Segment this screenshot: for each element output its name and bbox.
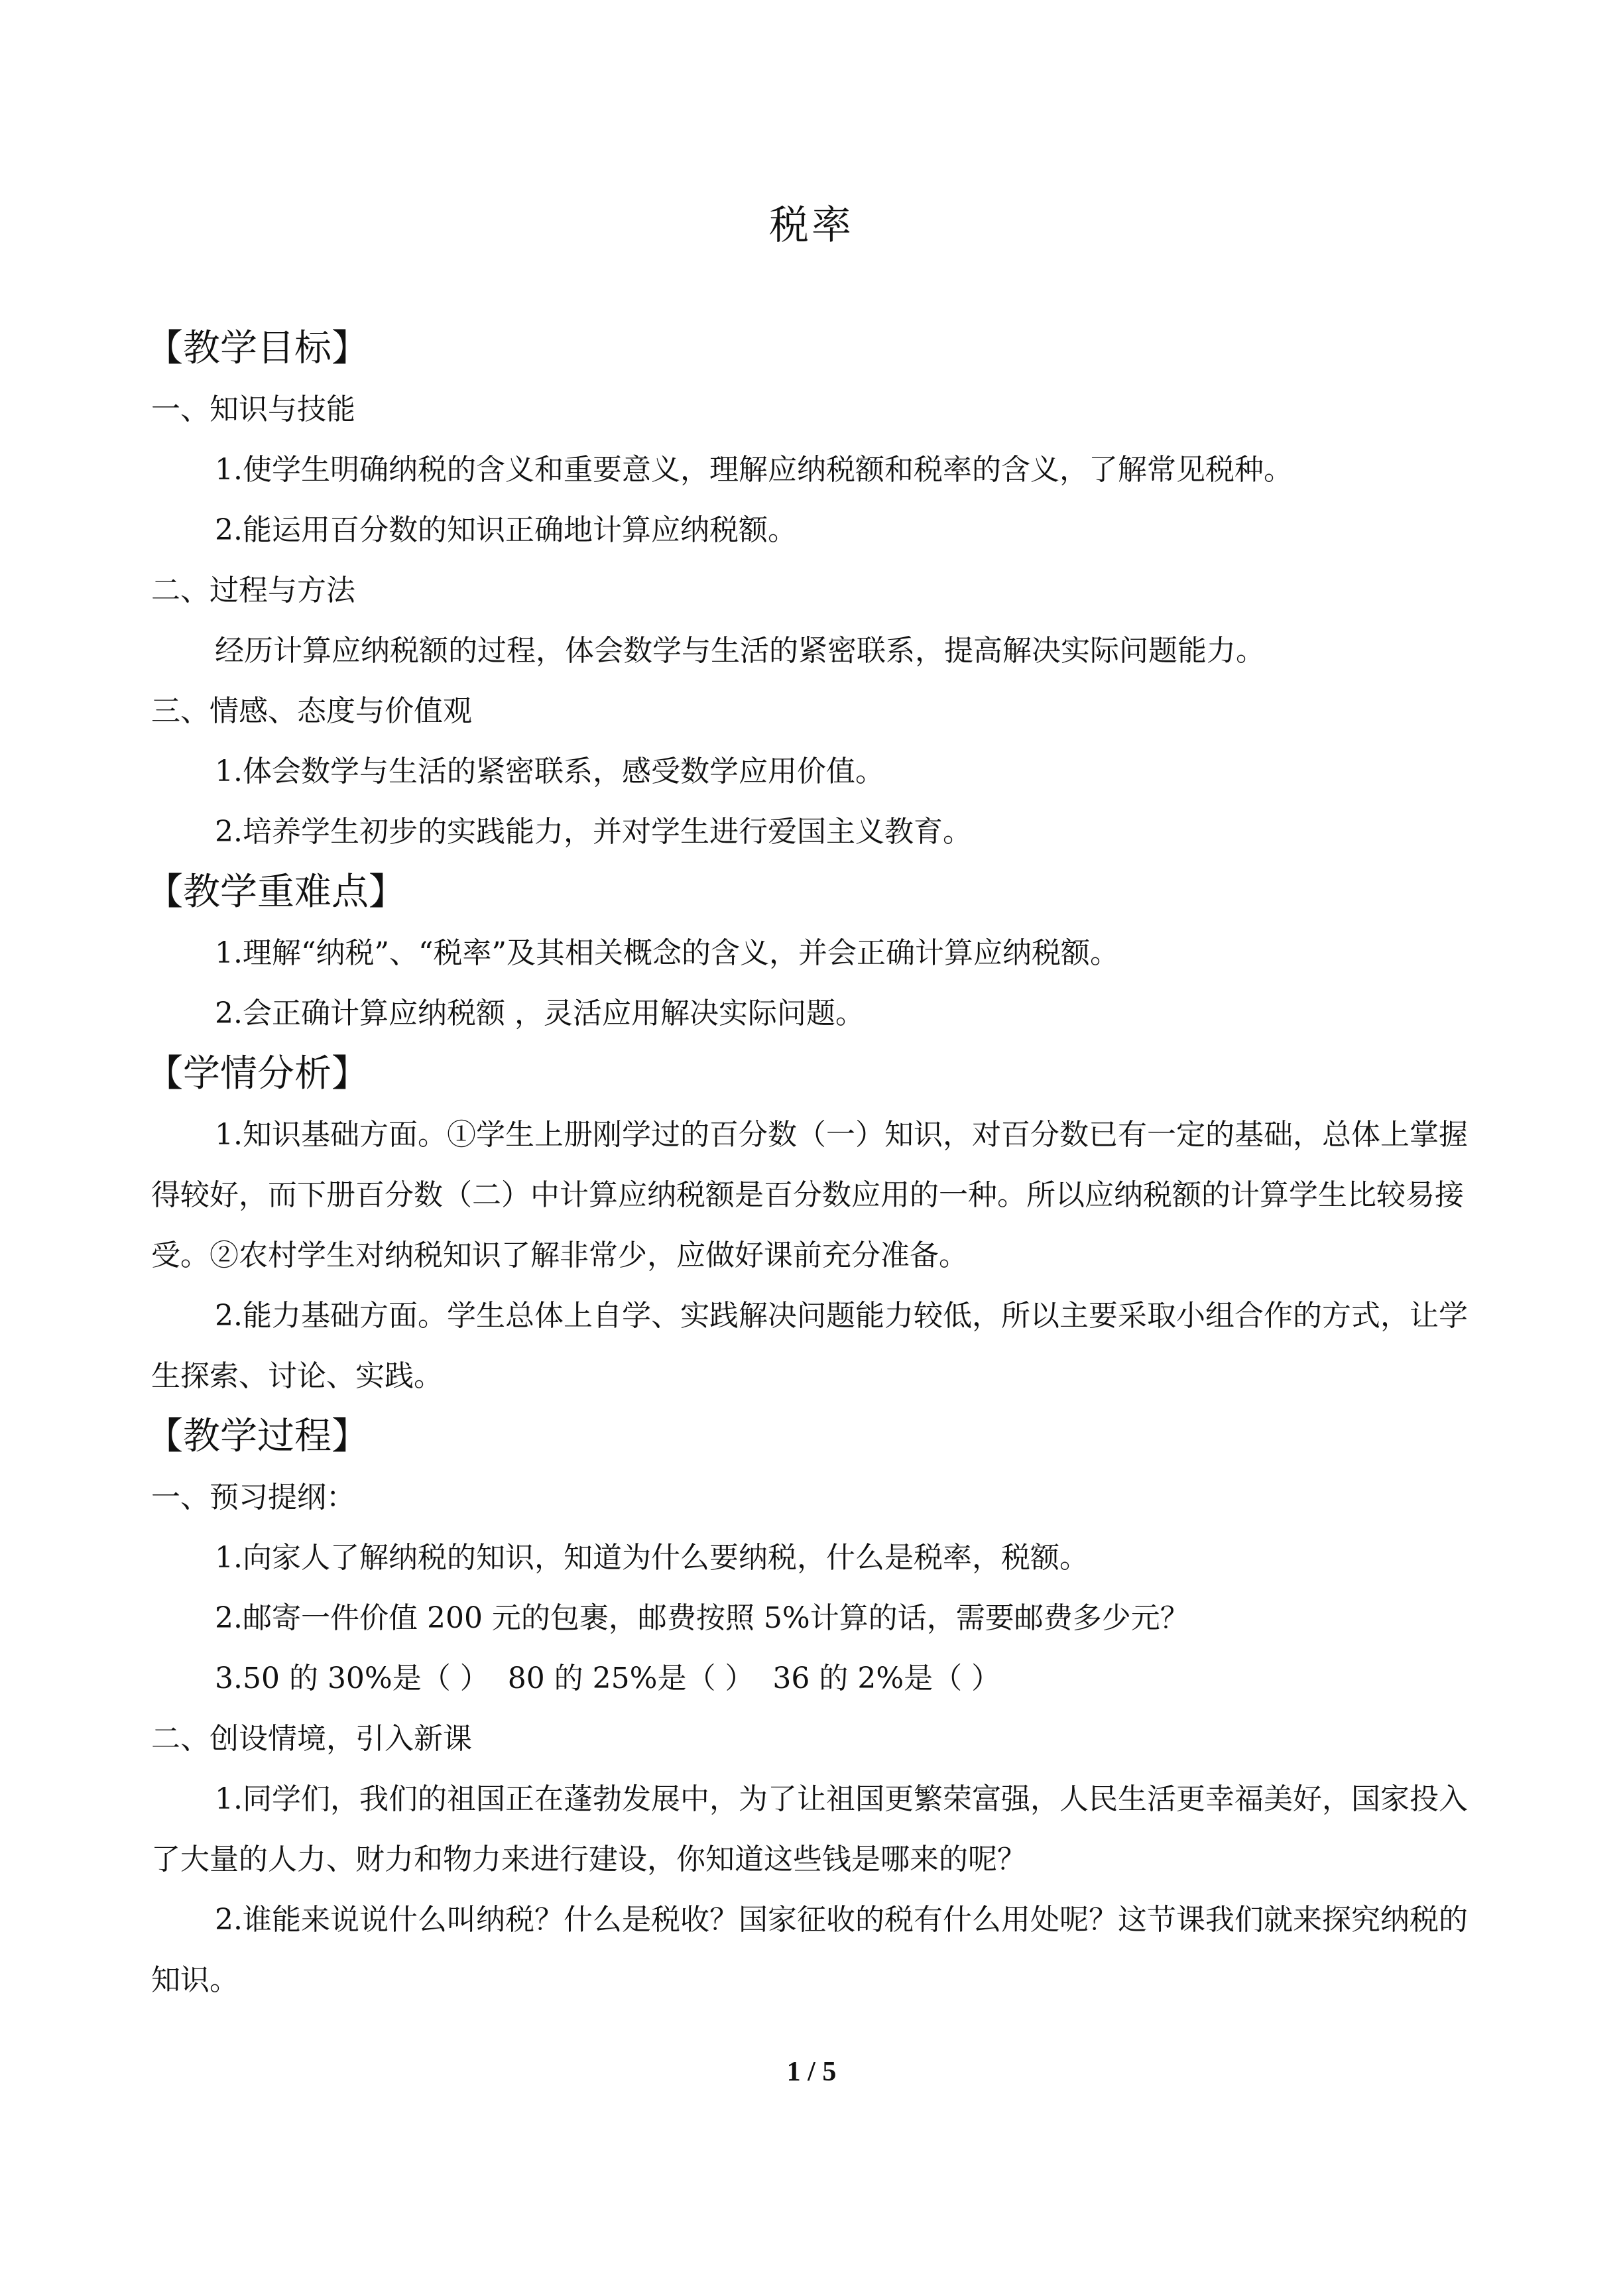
- subheading-create-situation: 二、创设情境，引入新课: [151, 1722, 472, 1756]
- page-number: 1 / 5: [786, 2057, 837, 2087]
- process-paragraph: 3.50 的 30%是（ ） 80 的 25%是（ ） 36 的 2%是（ ）: [215, 1662, 1001, 1695]
- heading-teaching-goals: 【教学目标】: [146, 327, 369, 370]
- process-paragraph: 2.谁能来说说什么叫纳税？什么是税收？国家征收的税有什么用处呢？这节课我们就来探究纳税的知识。: [151, 1903, 1468, 1997]
- document-title: 税率: [769, 202, 854, 249]
- subheading-attitude-values: 三、情感、态度与价值观: [151, 694, 472, 728]
- subheading-knowledge-skills: 一、知识与技能: [151, 393, 355, 426]
- key-point-paragraph: 1.理解“纳税”、“税率”及其相关概念的含义，并会正确计算应纳税额。: [215, 936, 1119, 970]
- heading-key-points: 【教学重难点】: [146, 871, 406, 914]
- goal-paragraph: 1.体会数学与生活的紧密联系，感受数学应用价值。: [215, 755, 884, 788]
- goal-paragraph: 2.能运用百分数的知识正确地计算应纳税额。: [215, 513, 797, 547]
- process-paragraph: 1.向家人了解纳税的知识，知道为什么要纳税，什么是税率，税额。: [215, 1541, 1089, 1575]
- subheading-preview-outline: 一、预习提纲：: [151, 1480, 355, 1514]
- subheading-process-method: 二、过程与方法: [151, 574, 355, 607]
- goal-paragraph: 1.使学生明确纳税的含义和重要意义，理解应纳税额和税率的含义，了解常见税种。: [215, 453, 1293, 487]
- heading-student-analysis: 【学情分析】: [146, 1052, 369, 1095]
- heading-teaching-process: 【教学过程】: [146, 1415, 369, 1458]
- analysis-paragraph: 1.知识基础方面。①学生上册刚学过的百分数（一）知识，对百分数已有一定的基础，总体上掌握得较好，而下册百分数（二）中计算应纳税额是百分数应用的一种。所以应纳税额的计算学生比较易接受。②农村学生对纳税知识了解非常少，应做好课前充分准备。: [151, 1118, 1468, 1272]
- goal-paragraph: 2.培养学生初步的实践能力，并对学生进行爱国主义教育。: [215, 815, 972, 849]
- analysis-paragraph: 2.能力基础方面。学生总体上自学、实践解决问题能力较低，所以主要采取小组合作的方式，让学生探索、讨论、实践。: [151, 1299, 1468, 1393]
- document-body: [146, 318, 1477, 2010]
- process-paragraph: 1.同学们，我们的祖国正在蓬勃发展中，为了让祖国更繁荣富强，人民生活更幸福美好，国家投入了大量的人力、财力和物力来进行建设，你知道这些钱是哪来的呢？: [151, 1782, 1468, 1876]
- process-paragraph: 2.邮寄一件价值 200 元的包裹，邮费按照 5%计算的话，需要邮费多少元？: [215, 1601, 1189, 1635]
- key-point-paragraph: 2.会正确计算应纳税额 ，灵活应用解决实际问题。: [215, 997, 865, 1030]
- goal-paragraph: 经历计算应纳税额的过程，体会数学与生活的紧密联系，提高解决实际问题能力。: [215, 634, 1265, 668]
